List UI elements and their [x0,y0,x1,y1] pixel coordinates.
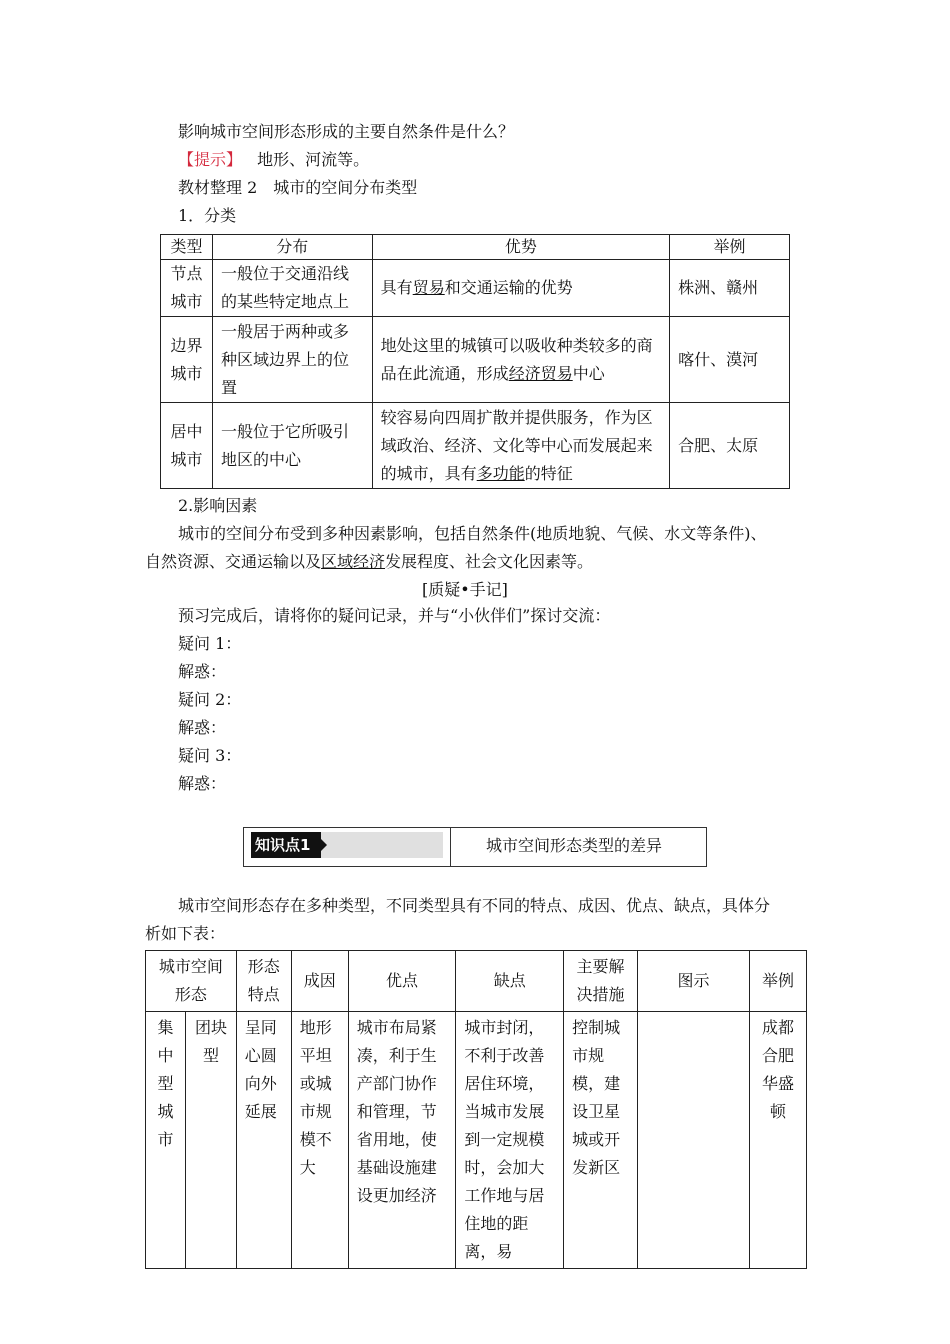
table-row [146,1012,807,1269]
table-row [161,317,790,403]
cell-example: 株洲、赣州 [670,260,790,317]
hint-label: 【提示】 [178,150,243,169]
cell-example: 合肥、太原 [670,403,790,489]
arrow-icon [321,839,327,851]
header-diagram: 图示 [637,951,749,1012]
factors-paragraph-line1: 城市的空间分布受到多种因素影响，包括自然条件(地质地貌、气候、水文等条件)、 [178,524,767,543]
note-question-1: 疑问 1： [178,634,242,653]
note-answer-3: 解惑： [178,774,227,793]
intro2-line1: 城市空间形态存在多种类型，不同类型具有不同的特点、成因、优点、缺点，具体分 [178,896,771,915]
table-row [161,403,790,489]
table-row [161,260,790,317]
note-question-2: 疑问 2： [178,690,242,709]
cell-example: 喀什、漠河 [670,317,790,403]
header-demerit: 缺点 [456,951,564,1012]
cell-diagram [637,1012,749,1269]
header-form: 城市空间形态 [146,951,237,1012]
cell-advantage: 较容易向四周扩散并提供服务，作为区域政治、经济、文化等中心而发展起来的城市，具有多功能的特征 [372,403,669,489]
note-answer-2: 解惑： [178,718,227,737]
spatial-form-table [145,950,807,1269]
header-advantage: 优势 [372,235,669,260]
table-header-row [161,235,790,260]
header-distribution: 分布 [212,235,372,260]
knowledge-label-bar [251,832,443,858]
factors-paragraph-line2: 自然资源、交通运输以及区域经济发展程度、社会文化因素等。 [145,552,594,571]
notes-heading: [质疑•手记] [422,580,508,599]
header-merit: 优点 [348,951,456,1012]
classification-table [160,234,790,489]
subsection-factors: 2.影响因素 [178,496,258,515]
cell-merit: 城市布局紧凑，利于生产部门协作和管理，节省用地，使基础设施建设更加经济 [348,1012,456,1269]
banner-divider [450,828,451,866]
cell-measure: 控制城市规模，建设卫星城或开发新区 [564,1012,638,1269]
note-question-3: 疑问 3： [178,746,242,765]
cell-example: 成都合肥华盛顿 [749,1012,806,1269]
intro2-line2: 析如下表： [145,924,226,943]
cell-form-type: 团块型 [186,1012,237,1269]
cell-advantage: 具有贸易和交通运输的优势 [372,260,669,317]
knowledge-title: 城市空间形态类型的差异 [486,836,663,855]
section-title: 教材整理 2 城市的空间分布类型 [178,178,418,197]
header-measure: 主要解决措施 [564,951,638,1012]
header-feature: 形态特点 [236,951,291,1012]
cell-distribution: 一般位于它所吸引地区的中心 [212,403,372,489]
header-type: 类型 [161,235,213,260]
note-answer-1: 解惑： [178,662,227,681]
hint-text: 地形、河流等。 [257,150,370,169]
header-example: 举例 [749,951,806,1012]
cell-cause: 地形平坦或城市规模不大 [291,1012,348,1269]
header-example: 举例 [670,235,790,260]
notes-instruction: 预习完成后，请将你的疑问记录，并与“小伙伴们”探讨交流： [178,606,611,625]
knowledge-point-banner [243,827,707,867]
cell-feature: 呈同心圆向外延展 [236,1012,291,1269]
cell-form-category: 集中型城市 [146,1012,186,1269]
cell-type: 节点城市 [161,260,213,317]
cell-distribution: 一般位于交通沿线的某些特定地点上 [212,260,372,317]
cell-demerit: 城市封闭，不利于改善居住环境，当城市发展到一定规模时，会加大工作地与居住地的距离，易 [456,1012,564,1269]
cell-distribution: 一般居于两种或多种区域边界上的位置 [212,317,372,403]
header-cause: 成因 [291,951,348,1012]
question-text: 影响城市空间形态形成的主要自然条件是什么？ [178,122,515,141]
hint-line [178,150,369,170]
subsection-classification: 1．分类 [178,206,237,225]
table-header-row [146,951,807,1012]
cell-type: 边界城市 [161,317,213,403]
cell-advantage: 地处这里的城镇可以吸收种类较多的商品在此流通，形成经济贸易中心 [372,317,669,403]
knowledge-label: 知识点1 [251,832,321,858]
cell-type: 居中城市 [161,403,213,489]
